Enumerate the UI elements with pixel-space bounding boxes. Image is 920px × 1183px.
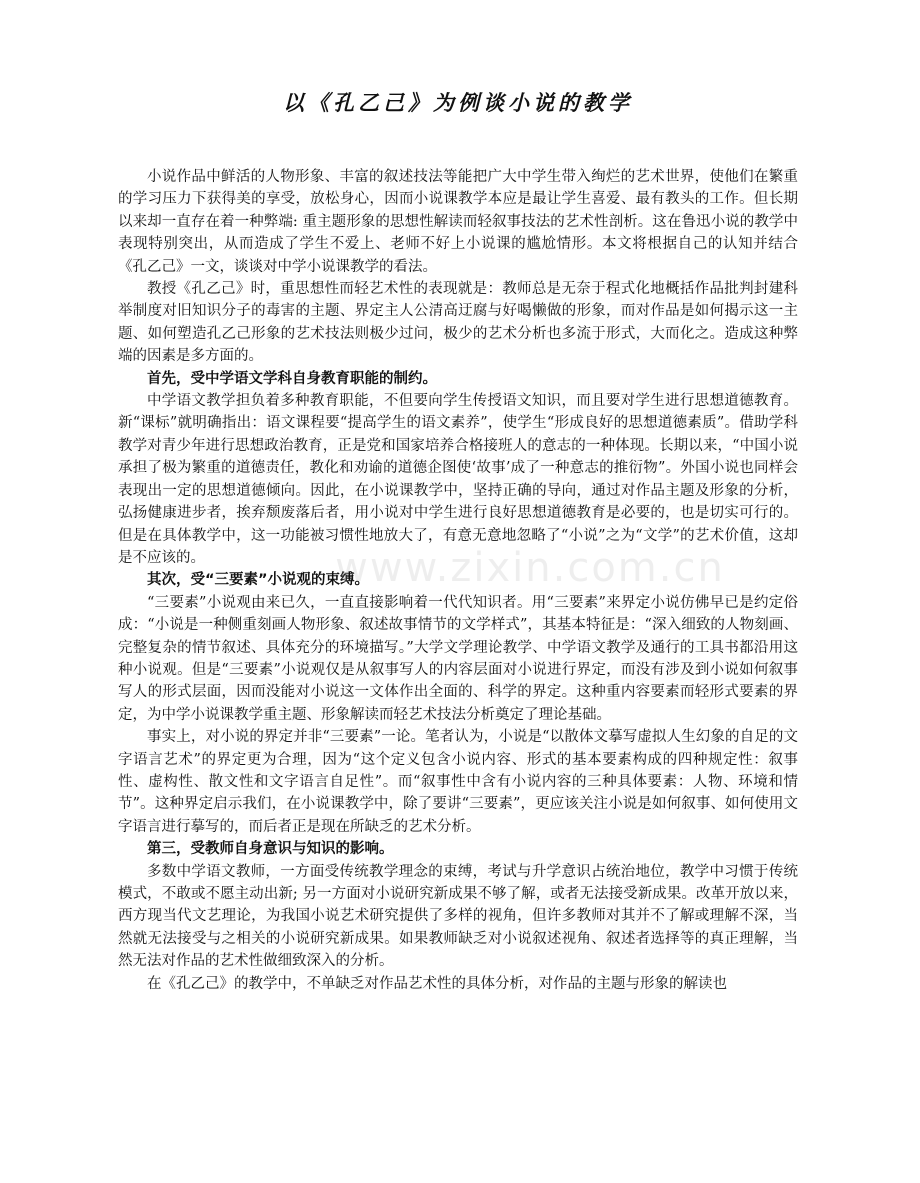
body-paragraph: “三要素”小说观由来已久，一直直接影响着一代代知识者。用“三要素”来界定小说仿佛早已是约定俗成：“小说是一种侧重刻画人物形象、叙述故事情节的文学样式”，其基本特征是：“深入细致的人物刻画、完整复杂的情节叙述、具体充分的环境描写。”大学文学理论教学、中学语文教学及通行的工具书都沿用这种小说观。但是“三要素”小说观仅是从叙事写人的内容层面对小说进行界定，而没有涉及到小说如何叙事写人的形式层面，因而没能对小说这一文体作出全面的、科学的界定。这种重内容要素而轻形式要素的界定，为中学小说课教学重主题、形象解读而轻艺术技法分析奠定了理论基础。	[118, 594, 798, 723]
body-paragraph: 教授《孔乙己》时，重思想性而轻艺术性的表现就是：教师总是无奈于程式化地概括作品批判封建科举制度对旧知识分子的毒害的主题、界定主人公清高迂腐与好喝懒做的形象，而对作品是如何揭示这一主题、如何塑造孔乙己形象的艺术技法则极少过问，极少的艺术分析也多流于形式，大而化之。造成这种弊端的因素是多方面的。	[118, 281, 798, 365]
section-heading: 第三，受教师自身意识与知识的影响。	[147, 841, 394, 858]
section-heading: 首先，受中学语文学科自身教育职能的制约。	[147, 370, 437, 387]
section-heading: 其次，受“三要素”小说观的束缚。	[147, 572, 370, 589]
document-title: 以《孔乙己》为例谈小说的教学	[283, 90, 633, 115]
document-body	[118, 166, 798, 995]
body-paragraph: 事实上，对小说的界定并非“三要素”一论。笔者认为，小说是“以散体文摹写虚拟人生幻象的自足的文字语言艺术”的界定更为合理，因为“这个定义包含小说内容、形式的基本要素构成的四种规定性：叙事性、虚构性、散文性和文字语言自足性”。而“叙事性中含有小说内容的三种具体要素：人物、环境和情节”。这种界定启示我们，在小说课教学中，除了要讲“三要素”，更应该关注小说是如何叙事、如何使用文字语言进行摹写的，而后者正是现在所缺乏的艺术分析。	[118, 729, 798, 835]
document-page	[118, 86, 798, 995]
watermark: www.zixin.com.cn	[335, 545, 725, 591]
body-paragraph: 多数中学语文教师，一方面受传统教学理念的束缚，考试与升学意识占统治地位，教学中习惯于传统模式，不敢或不愿主动出新; 另一方面对小说研究新成果不够了解，或者无法接受新成果。改革开放以来，西方现当代文艺理论，为我国小说艺术研究提供了多样的视角，但许多教师对其并不了解或理解不深，当然就无法接受与之相关的小说研究新成果。如果教师缺乏对小说叙述视角、叙述者选择等的真正理解，当然无法对作品的艺术性做细致深入的分析。	[118, 863, 798, 970]
body-paragraph: 在《孔乙己》的教学中，不单缺乏对作品艺术性的具体分析，对作品的主题与形象的解读也	[147, 975, 727, 992]
body-paragraph: 小说作品中鲜活的人物形象、丰富的叙述技法等能把广大中学生带入绚烂的艺术世界，使他们在繁重的学习压力下获得美的享受，放松身心，因而小说课教学本应是最让学生喜爱、最有教头的工作。但长期以来却一直存在着一种弊端: 重主题形象的思想性解读而轻叙事技法的艺术性剖析。这在鲁迅小说的教学中表现特别突出，从而造成了学生不爱上、老师不好上小说课的尴尬情形。本文将根据自己的认知并结合《孔乙己》一文，谈谈对中学小说课教学的看法。	[118, 169, 798, 275]
body-paragraph: 中学语文教学担负着多种教育职能，不但要向学生传授语文知识，而且要对学生进行思想道德教育。新“课标”就明确指出：语文课程要“提高学生的语文素养”，使学生“形成良好的思想道德素质”。借助学科教学对青少年进行思想政治教育，正是党和国家培养合格接班人的意志的一种体现。长期以来，“中国小说承担了极为繁重的道德责任，教化和劝谕的道德企图使‘故事’成了一种意志的推衍物”。外国小说也同样会表现出一定的思想道德倾向。因此，在小说课教学中，坚持正确的导向，通过对作品主题及形象的分析，弘扬健康进步者，挨弃颓废落后者，用小说对中学生进行良好思想道德教育是必要的，也是切实可行的。但是在具体教学中，这一功能被习惯性地放大了，有意无意地忽略了“小说”之为“文学”的艺术价值，这却是不应该的。	[118, 393, 798, 566]
